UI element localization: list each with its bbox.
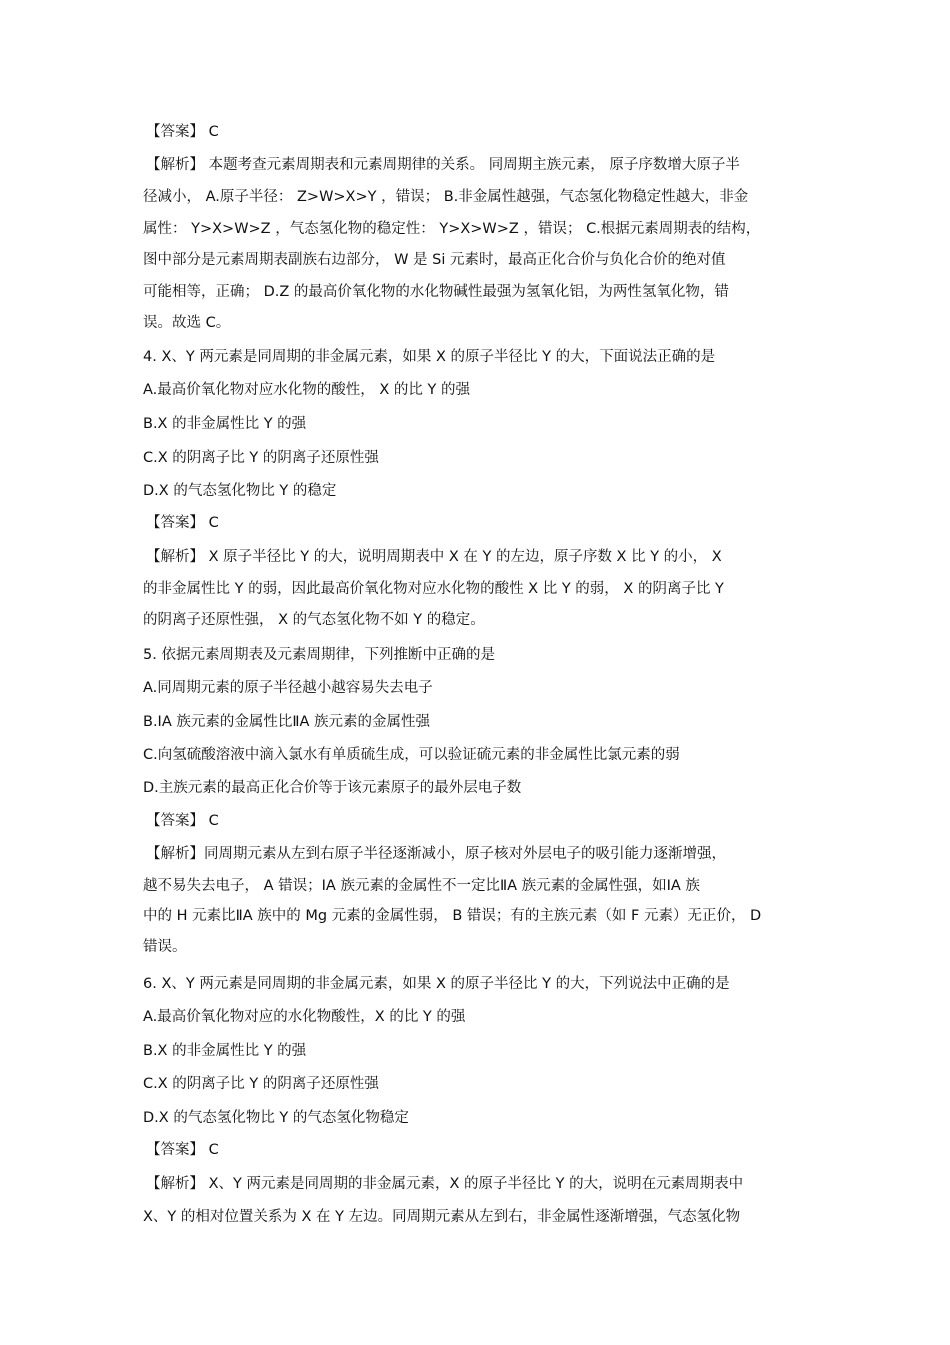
explanation-line: 属性： Y>X>W>Z ，气态氢化物的稳定性： Y>X>W>Z ，错误； C.根据元素周期表的结构， [143,221,761,237]
explanation-line: 的非金属性比 Y 的弱，因此最高价氧化物对应水化物的酸性 X 比 Y 的弱， X 的阴离子比 Y [143,581,724,597]
option-a: A.最高价氧化物对应的水化物酸性，X 的比 Y 的强 [143,1009,466,1025]
explanation-line: 【解析】 X、Y 两元素是同周期的非金属元素，X 的原子半径比 Y 的大，说明在元素周期表中 [146,1176,744,1192]
explanation-line: 【解析】 本题考查元素周期表和元素周期律的关系。 同周期主族元素， 原子序数增大原子半 [146,157,740,173]
question-5-stem: 5. 依据元素周期表及元素周期律，下列推断中正确的是 [143,647,495,663]
option-c: C.X 的阴离子比 Y 的阴离子还原性强 [143,450,379,466]
option-b: B.X 的非金属性比 Y 的强 [143,416,307,432]
option-b: B.X 的非金属性比 Y 的强 [143,1043,307,1059]
option-c: C.向氢硫酸溶液中滴入氯水有单质硫生成，可以验证硫元素的非金属性比氯元素的弱 [143,747,680,763]
answer-label: 【答案】 C [146,1142,219,1158]
question-6-stem: 6. X、Y 两元素是同周期的非金属元素，如果 X 的原子半径比 Y 的大，下列说法中正确的是 [143,976,730,992]
explanation-line: 越不易失去电子， A 错误；ⅠA 族元素的金属性不一定比ⅡA 族元素的金属性强，如ⅠA 族 [143,878,700,894]
option-d: D.X 的气态氢化物比 Y 的气态氢化物稳定 [143,1110,409,1126]
question-4-stem: 4. X、Y 两元素是同周期的非金属元素，如果 X 的原子半径比 Y 的大，下面说法正确的是 [143,349,716,365]
explanation-line: 的阴离子还原性强， X 的气态氢化物不如 Y 的稳定。 [143,612,485,628]
explanation-line: 可能相等，正确； D.Z 的最高价氧化物的水化物碱性最强为氢氧化铝，为两性氢氧化物，错 [143,284,729,300]
answer-label: 【答案】 C [146,813,219,829]
answer-label: 【答案】 C [146,124,219,140]
answer-label: 【答案】 C [146,515,219,531]
explanation-line: 错误。 [143,939,187,955]
option-c: C.X 的阴离子比 Y 的阴离子还原性强 [143,1076,379,1092]
option-a: A.同周期元素的原子半径越小越容易失去电子 [143,680,433,696]
option-a: A.最高价氧化物对应水化物的酸性， X 的比 Y 的强 [143,382,470,398]
option-d: D.X 的气态氢化物比 Y 的稳定 [143,483,337,499]
explanation-line: 【解析】同周期元素从左到右原子半径逐渐减小，原子核对外层电子的吸引能力逐渐增强， [146,846,726,862]
explanation-line: 【解析】 X 原子半径比 Y 的大，说明周期表中 X 在 Y 的左边，原子序数 X 比 Y 的小， X [146,549,722,565]
explanation-line: 图中部分是元素周期表副族右边部分， W 是 Si 元素时，最高正化合价与负化合价的绝对值 [143,252,726,268]
explanation-line: 径减小， A.原子半径： Z>W>X>Y ，错误； B.非金属性越强，气态氢化物稳定性越大，非金 [143,189,749,205]
option-d: D.主族元素的最高正化合价等于该元素原子的最外层电子数 [143,780,522,796]
option-b: B.ⅠA 族元素的金属性比ⅡA 族元素的金属性强 [143,714,431,730]
explanation-line: X、Y 的相对位置关系为 X 在 Y 左边。同周期元素从左到右，非金属性逐渐增强，气态氢化物 [143,1209,741,1225]
explanation-line: 误。故选 C。 [143,315,231,331]
explanation-line: 中的 H 元素比ⅡA 族中的 Mg 元素的金属性弱， B 错误；有的主族元素（如 F 元素）无正价， D [143,908,762,924]
